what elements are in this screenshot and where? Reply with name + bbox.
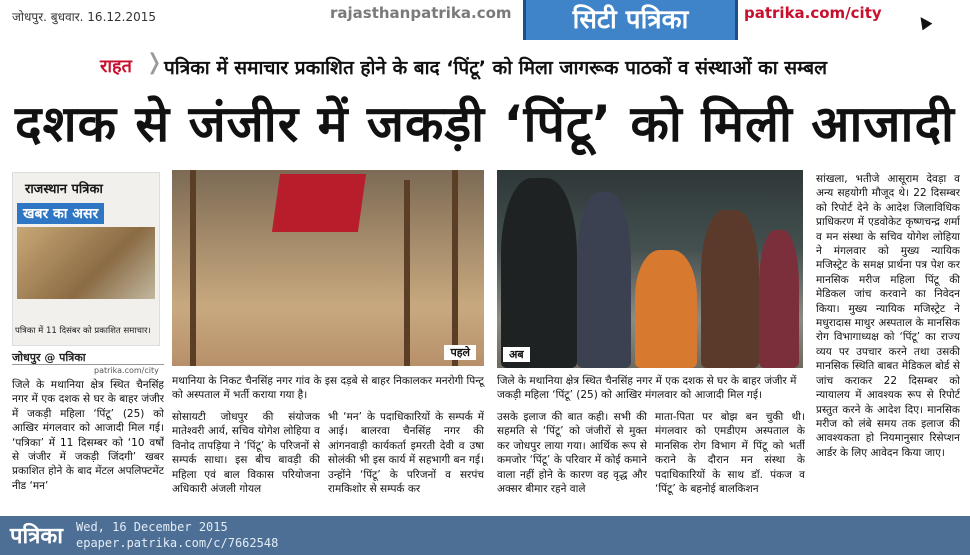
article-column-1: जिले के मथानिया क्षेत्र स्थित चैनसिंह नगर में एक दशक से घर के बाहर जंजीर में जकड़ी महिला ‘पिंटू’ (25) को आखिर मंगलवार को आजादी मिल गई। ‘पत्रिका’ में 11 दिसम्बर को ‘10 वर्षों से जंजीर में जकड़ी जिंदगी’ खबर प्रकाशित होने के बाद मेंटल अपलिफ्टमेंट नीड ‘मन’ [12,379,164,492]
site-url-right[interactable]: patrika.com/city [744,4,882,22]
chevron-right-icon: ❭ [145,50,164,75]
headline: दशक से जंजीर में जकड़ी ‘पिंटू’ को मिली आजादी [15,95,955,153]
city-patrika-badge [523,0,738,40]
photo-after-caption: जिले के मथानिया क्षेत्र स्थित चैनसिंह नगर में एक दशक से घर के बाहर जंजीर में जकड़ी महिला ‘पिंटू’ (25) को आखिर मंगलवार को आजादी मिल गई। [497,375,797,401]
photo-after [497,170,803,368]
city-patrika-badge-label: सिटी पत्रिका [572,5,689,35]
previous-story-clipping[interactable] [12,172,160,346]
person-figure [635,250,697,368]
article-column-5: माता-पिता पर बोझ बन चुकी थी। मंगलवार को एमडीएम अस्पताल के मानसिक रोग विभाग में पिंटू को भर्ती कराने के दौरान मन संस्था के पदाधिकारियों के साथ डॉ. पंकज व ‘पिंटू’ के बहनोई बालकिशन [655,411,805,496]
person-figure [501,178,577,368]
photo-before-label: पहले [444,345,476,360]
footer-logo: पत्रिका [10,524,63,549]
site-url-left[interactable]: rajasthanpatrika.com [330,4,512,22]
wooden-pole [404,180,410,366]
dateline: जोधपुर. बुधवार. 16.12.2015 [12,10,157,24]
footer-date: Wed, 16 December 2015 [76,520,228,534]
kicker-text: पत्रिका में समाचार प्रकाशित होने के बाद ‘पिंटू’ को मिला जागरूक पाठकों व संस्थाओं का सम्बल [164,57,828,79]
photo-before [172,170,484,366]
clipping-tag: खबर का असर [17,203,104,224]
wooden-pole [452,170,458,366]
photo-after-label: अब [503,347,530,362]
epaper-footer [0,516,970,555]
byline-divider [12,364,164,365]
person-figure [701,210,759,368]
article-column-right: सांखला, भतीजे आसूराम देवड़ा व अन्य सहयोगी मौजूद थे। 22 दिसम्बर को रिपोर्ट देने के आदेश जिलाविधिक प्राधिकरण में एडवोकेट कृष्णचन्द्र शर्मा व मन संस्था के सचिव योगेश लोहिया ने मंगलवार को मुख्य न्यायिक मजिस्ट्रेट के समक्ष प्रार्थना पत्र पेश कर मानसिक मरीज महिला पिंटू की मेडिकल जांच करवाने का निवेदन किया। मुख्य न्यायिक मजिस्ट्रेट ने मधुरादास माथुर अस्पताल के मानसिक रोग विभागाध्यक्ष को ‘पिंटू’ का राज्य व्यय पर उपचार करने तथा उसकी मानसिक स्थिति बाबत मेडिकल बोर्ड से जांच कराकर 22 दिसम्बर को न्यायालय में आवश्यक रूप से रिपोर्ट प्रस्तुत करने के आदेश दिए। मानसिक मरीज को लंबे समय तक इलाज की आवश्यकता हो नियमानुसार रिसेप्शन आर्डर के लिए आवेदन किया जाए। [816,173,960,459]
person-figure [759,230,799,368]
byline-location: जोधपुर @ पत्रिका [12,351,86,364]
wooden-pole [190,170,196,366]
person-figure [577,192,631,368]
clipping-brand: राजस्थान पत्रिका [25,182,103,197]
article-column-4: उसके इलाज की बात कही। सभी की सहमति से ‘पिंटू’ को जंजीरों से मुक्त कर जोधपुर लाया गया। आर्थिक रूप से कमजोर ‘पिंटू’ के परिवार में कोई कमाने वाला नहीं होने के कारण वह वृद्ध और अक्सर बीमार रहने वाले [497,411,647,496]
article-column-2: सोसायटी जोधपुर की संयोजक मातेश्वरी आर्य, सचिव योगेश लोहिया व विनोद तापड़िया ने ‘पिंटू’ के परिजनों से सम्पर्क साधा। इस बीच बावड़ी की महिला एवं बाल विकास परियोजना अधिकारी अंजली गोयल [172,411,320,496]
kicker-line [0,46,970,86]
article-column-3: भी ‘मन’ के पदाधिकारियों के सम्पर्क में आई। बालरवा चैनसिंह नगर की आंगनवाड़ी कार्यकर्ता इमरती देवी व उषा सोलंकी भी इस कार्य में सहभागी बन गई। उन्होंने ‘पिंटू’ के परिजनों व सरपंच रामकिशोर से सम्पर्क कर [328,411,484,496]
footer-url[interactable]: epaper.patrika.com/c/7662548 [76,536,279,550]
masthead [0,0,970,44]
photo-before-caption: मथानिया के निकट चैनसिंह नगर गांव के इस दड़बे से बाहर निकालकर मनरोगी पिन्टू को अस्पताल में भर्ती कराया गया है। [172,375,484,401]
clipping-photo [17,227,155,299]
mouse-cursor-icon [916,14,933,31]
red-tarp-shape [272,174,366,232]
clipping-caption: पत्रिका में 11 दिसंबर को प्रकाशित समाचार। [15,326,151,336]
kicker-tag: राहत [100,56,132,77]
byline-url[interactable]: patrika.com/city [94,366,159,375]
